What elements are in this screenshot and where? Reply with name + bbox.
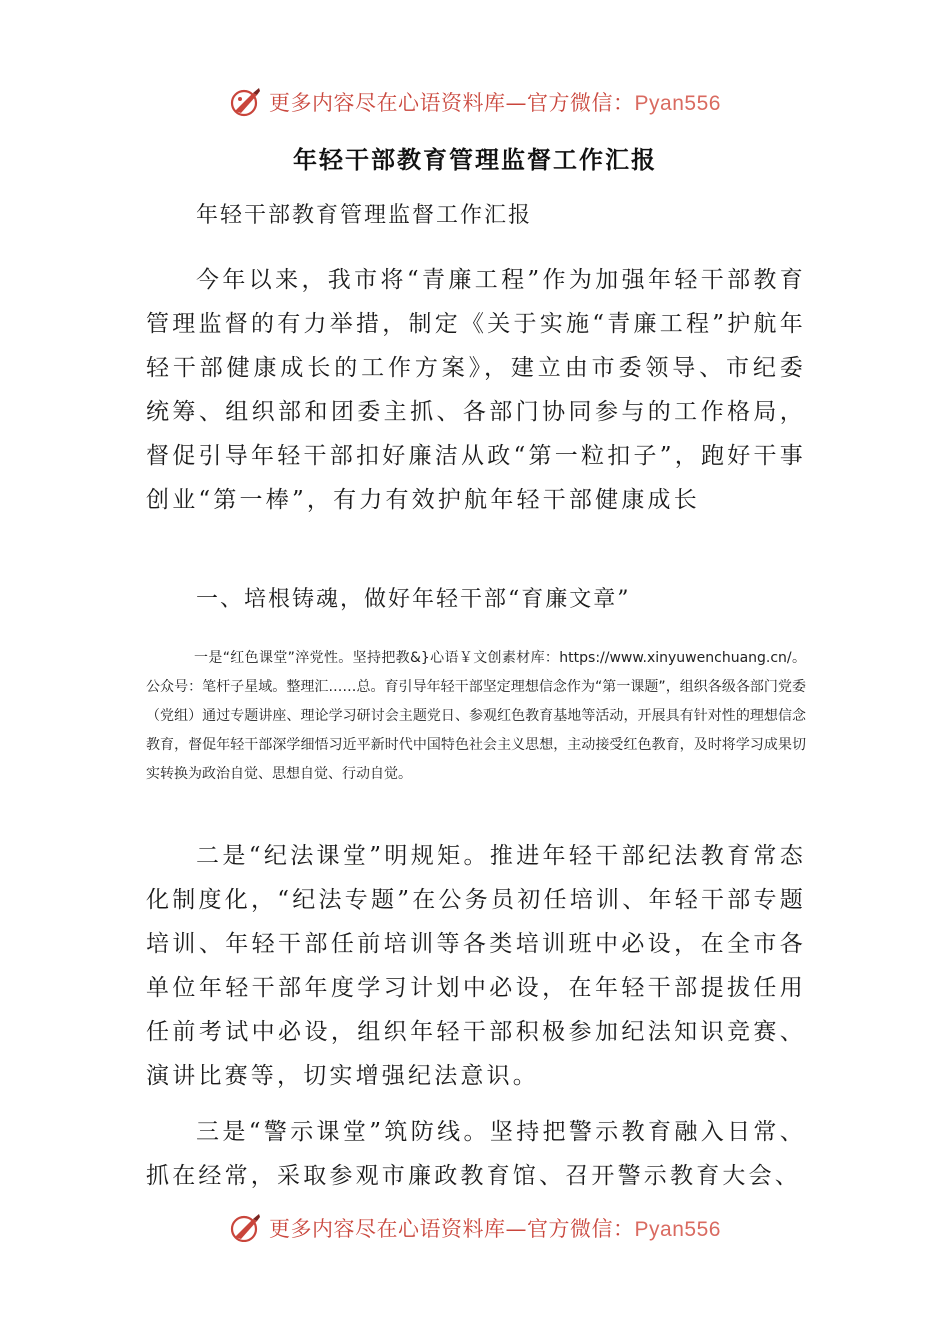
watermark-label: 更多内容尽在心语资料库—官方微信：: [269, 91, 635, 115]
pen-logo-icon: [229, 1211, 263, 1242]
watermark-footer: [0, 1206, 950, 1242]
document-subtitle: 年轻干部教育管理监督工作汇报: [196, 203, 533, 228]
item-paragraph-2: 二是“纪法课堂”明规矩。推进年轻干部纪法教育常态化制度化，“纪法专题”在公务员初任培训、年轻干部专题培训、年轻干部任前培训等各类培训班中必设，在全市各单位年轻干部年度学习计划中必设，在年轻干部提拔任用任前考试中必设，组织年轻干部积极参加纪法知识竞赛、演讲比赛等，切实增强纪法意识。: [146, 843, 806, 1089]
watermark-wechat-id: Pyan556: [634, 1218, 721, 1241]
pen-logo-icon: [229, 85, 263, 119]
watermark-text: [269, 1213, 721, 1242]
watermark-wechat-id: Pyan556: [634, 92, 721, 115]
document-title: 年轻干部教育管理监督工作汇报: [293, 146, 657, 174]
watermark-label: 更多内容尽在心语资料库—官方微信：: [269, 1217, 635, 1241]
item-paragraph-3: 三是“警示课堂”筑防线。坚持把警示教育融入日常、抓在经常，采取参观市廉政教育馆、召开警示教育大会、: [146, 1119, 806, 1189]
intro-paragraph: 今年以来，我市将“青廉工程”作为加强年轻干部教育管理监督的有力举措，制定《关于实施“青廉工程”护航年轻干部健康成长的工作方案》，建立由市委领导、市纪委统筹、组织部和团委主抓、各部门协同参与的工作格局，督促引导年轻干部扣好廉洁从政“第一粒扣子”，跑好干事创业“第一棒”，有力有效护航年轻干部健康成长: [146, 267, 806, 513]
watermark-text: [269, 87, 721, 117]
section-heading-1: 一、培根铸魂，做好年轻干部“育廉文章”: [196, 587, 631, 612]
item-paragraph-1: 一是“红色课堂”淬党性。坚持把教&}心语￥文创素材库：https://www.xinyuwenchuang.cn/。公众号：笔杆子星域。整理汇……总。育引导年轻干部坚定理想信念作为“第一课题”，组织各级各部门党委（党组）通过专题讲座、理论学习研讨会主题党日、参观红色教育基地等活动，开展具有针对性的理想信念教育，督促年轻干部深学细悟习近平新时代中国特色社会主义思想，主动接受红色教育，及时将学习成果切实转换为政治自觉、思想自觉、行动自觉。: [146, 650, 806, 782]
watermark-header: [0, 84, 950, 120]
